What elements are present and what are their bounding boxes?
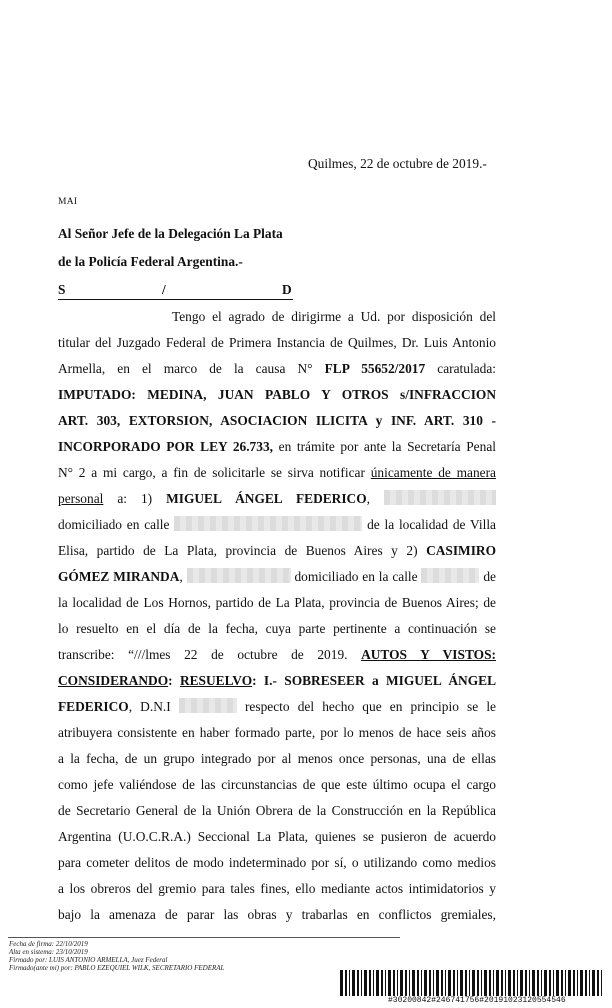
footer-divider — [8, 937, 400, 938]
barcode-bar — [508, 970, 511, 996]
body-line: ART. 303, EXTORSION, ASOCIACION ILICITA y INF. ART. 310 - — [58, 413, 496, 428]
barcode-bar — [505, 970, 506, 996]
barcode-bar — [537, 970, 539, 996]
barcode-bar — [397, 970, 398, 996]
barcode-bar — [517, 970, 518, 996]
barcode-bar — [469, 970, 470, 996]
body-line: Argentina (U.O.C.R.A.) Seccional La Plata, quienes se pusieron de acuerdo — [58, 829, 496, 844]
barcode-bar — [433, 970, 434, 996]
barcode-bar — [373, 970, 374, 996]
body-line: atribuyera consistente en haber formado parte, por lo menos de hace seis años — [58, 725, 496, 740]
signature-footer — [9, 940, 224, 972]
barcode-bar — [556, 970, 559, 996]
barcode-bar — [441, 970, 443, 996]
barcode-bar — [513, 970, 515, 996]
barcode-bar — [424, 970, 427, 996]
body-line: bajo la amenaza de parar las obras y trabarlas en conflictos gremiales, — [58, 907, 496, 922]
body-line: GÓMEZ MIRANDA, domiciliado en la calle de — [58, 569, 496, 584]
barcode-bar — [489, 970, 491, 996]
system-date: Alta en sistema: 23/10/2019 — [9, 948, 88, 956]
sd-slash: / — [162, 282, 166, 297]
barcode-bar — [592, 970, 595, 996]
barcode-bar — [412, 970, 415, 996]
barcode-bar — [465, 970, 467, 996]
barcode-bar — [376, 970, 379, 996]
body-line: IMPUTADO: MEDINA, JUAN PABLO Y OTROS s/INFRACCION — [58, 387, 496, 402]
barcode-bar — [429, 970, 431, 996]
barcode-bar — [460, 970, 463, 996]
barcode-bar — [472, 970, 475, 996]
barcode-bar — [585, 970, 587, 996]
document-date: Quilmes, 22 de octubre de 2019.- — [308, 156, 487, 171]
barcode-bar — [532, 970, 535, 996]
body-line: de Secretario General de la Unión Obrera de la Construcción en la República — [58, 803, 496, 818]
barcode-bar — [525, 970, 527, 996]
barcode-bar — [409, 970, 410, 996]
addressee-line-2: de la Policía Federal Argentina.- — [58, 254, 243, 269]
barcode-bar — [436, 970, 439, 996]
case-number: FLP 55652/2017 — [324, 361, 426, 376]
redacted-block — [384, 490, 496, 505]
barcode-bar — [352, 970, 355, 996]
body-line: N° 2 a mi cargo, a fin de solicitarle se sirva notificar únicamente de manera — [58, 465, 496, 480]
body-line: la localidad de Los Hornos, partido de La Plata, provincia de Buenos Aires; de — [58, 595, 496, 610]
body-line: titular del Juzgado Federal de Primera Instancia de Quilmes, Dr. Luis Antonio — [58, 335, 496, 350]
body-line: domiciliado en calle de la localidad de Villa — [58, 517, 496, 532]
barcode-bar — [364, 970, 367, 996]
body-line: Armella, en el marco de la causa N° FLP 55652/2017 caratulada: — [58, 361, 496, 376]
author-initials: MAI — [58, 197, 78, 207]
barcode-bar — [520, 970, 523, 996]
barcode-bar — [453, 970, 455, 996]
redacted-block — [174, 516, 362, 531]
barcode-bar — [361, 970, 362, 996]
barcode-bar — [421, 970, 422, 996]
barcode-bar — [369, 970, 371, 996]
sd-s: S — [58, 282, 66, 297]
barcode-bar — [493, 970, 494, 996]
barcode-bar — [577, 970, 578, 996]
body-line: para cometer delitos de modo indeterminado por sí, o utilizando como medios — [58, 855, 496, 870]
barcode-bar — [385, 970, 386, 996]
barcode-bar — [405, 970, 407, 996]
body-line: a la fecha, de un grupo integrado por al menos once personas, una de ellas — [58, 751, 496, 766]
redacted-block — [421, 568, 479, 583]
body-line: como jefe valiéndose de las circunstancias de que este último ocupa el cargo — [58, 777, 496, 792]
barcode-bar — [565, 970, 566, 996]
barcode-bar — [445, 970, 446, 996]
body-line: transcribe: “///lmes 22 de octubre de 2019. AUTOS Y VISTOS: — [58, 647, 496, 662]
barcode-number: #30200842#246741756#20191023120554546 — [388, 996, 566, 1005]
barcode-bar — [553, 970, 554, 996]
barcode-bar — [388, 970, 391, 996]
barcode-bar — [561, 970, 563, 996]
body-line: personal a: 1) MIGUEL ÁNGEL FEDERICO, — [58, 490, 496, 508]
barcode-bar — [481, 970, 482, 996]
body-line: a los obreros del gremio para tales fines, ello mediante actos intimidatorios y — [58, 881, 496, 896]
body-line: Tengo el agrado de dirigirme a Ud. por disposición del — [172, 309, 496, 324]
barcode-bar — [484, 970, 487, 996]
signed-by-judge: Firmado por: LUIS ANTONIO ARMELLA, Juez Federal — [9, 956, 168, 964]
body-line: CONSIDERANDO: RESUELVO: I.- SOBRESEER a MIGUEL ÁNGEL — [58, 673, 496, 688]
body-line: Elisa, partido de La Plata, provincia de Buenos Aires y 2) CASIMIRO — [58, 543, 496, 558]
barcode-bar — [393, 970, 395, 996]
barcode-bar — [345, 970, 347, 996]
barcode-bar — [349, 970, 350, 996]
barcode-bar — [457, 970, 458, 996]
barcode-bar — [573, 970, 575, 996]
salutation-sd — [58, 282, 293, 300]
addressee-line-1: Al Señor Jefe de la Delegación La Plata — [58, 226, 283, 241]
body-line: FEDERICO, D.N.I respecto del hecho que en principio se le — [58, 699, 496, 714]
signature-date: Fecha de firma: 22/10/2019 — [9, 940, 88, 948]
barcode-bar — [541, 970, 542, 996]
barcode-bar — [381, 970, 383, 996]
barcode-bar — [568, 970, 571, 996]
barcode — [340, 970, 602, 996]
barcode-bar — [400, 970, 403, 996]
barcode-bar — [496, 970, 499, 996]
barcode-bar — [340, 970, 343, 996]
barcode-bar — [601, 970, 602, 996]
sd-d: D — [282, 282, 292, 297]
body-line: INCORPORADO POR LEY 26.733, en trámite por ante la Secretaría Penal — [58, 439, 496, 454]
barcode-bar — [501, 970, 503, 996]
barcode-bar — [357, 970, 359, 996]
redacted-block — [187, 568, 291, 583]
signed-by-secretary: Firmado(ante mi) por: PABLO EZEQUIEL WILK, SECRETARIO FEDERAL — [9, 964, 225, 972]
body-line: lo resuelto en el día de la fecha, cuya parte pertinente a continuación se — [58, 621, 496, 636]
barcode-bar — [477, 970, 479, 996]
barcode-bar — [529, 970, 530, 996]
barcode-bar — [580, 970, 583, 996]
barcode-bar — [544, 970, 547, 996]
barcode-bar — [589, 970, 590, 996]
barcode-bar — [448, 970, 451, 996]
barcode-bar — [417, 970, 419, 996]
redacted-block — [179, 698, 237, 713]
barcode-bar — [549, 970, 551, 996]
barcode-bar — [597, 970, 599, 996]
